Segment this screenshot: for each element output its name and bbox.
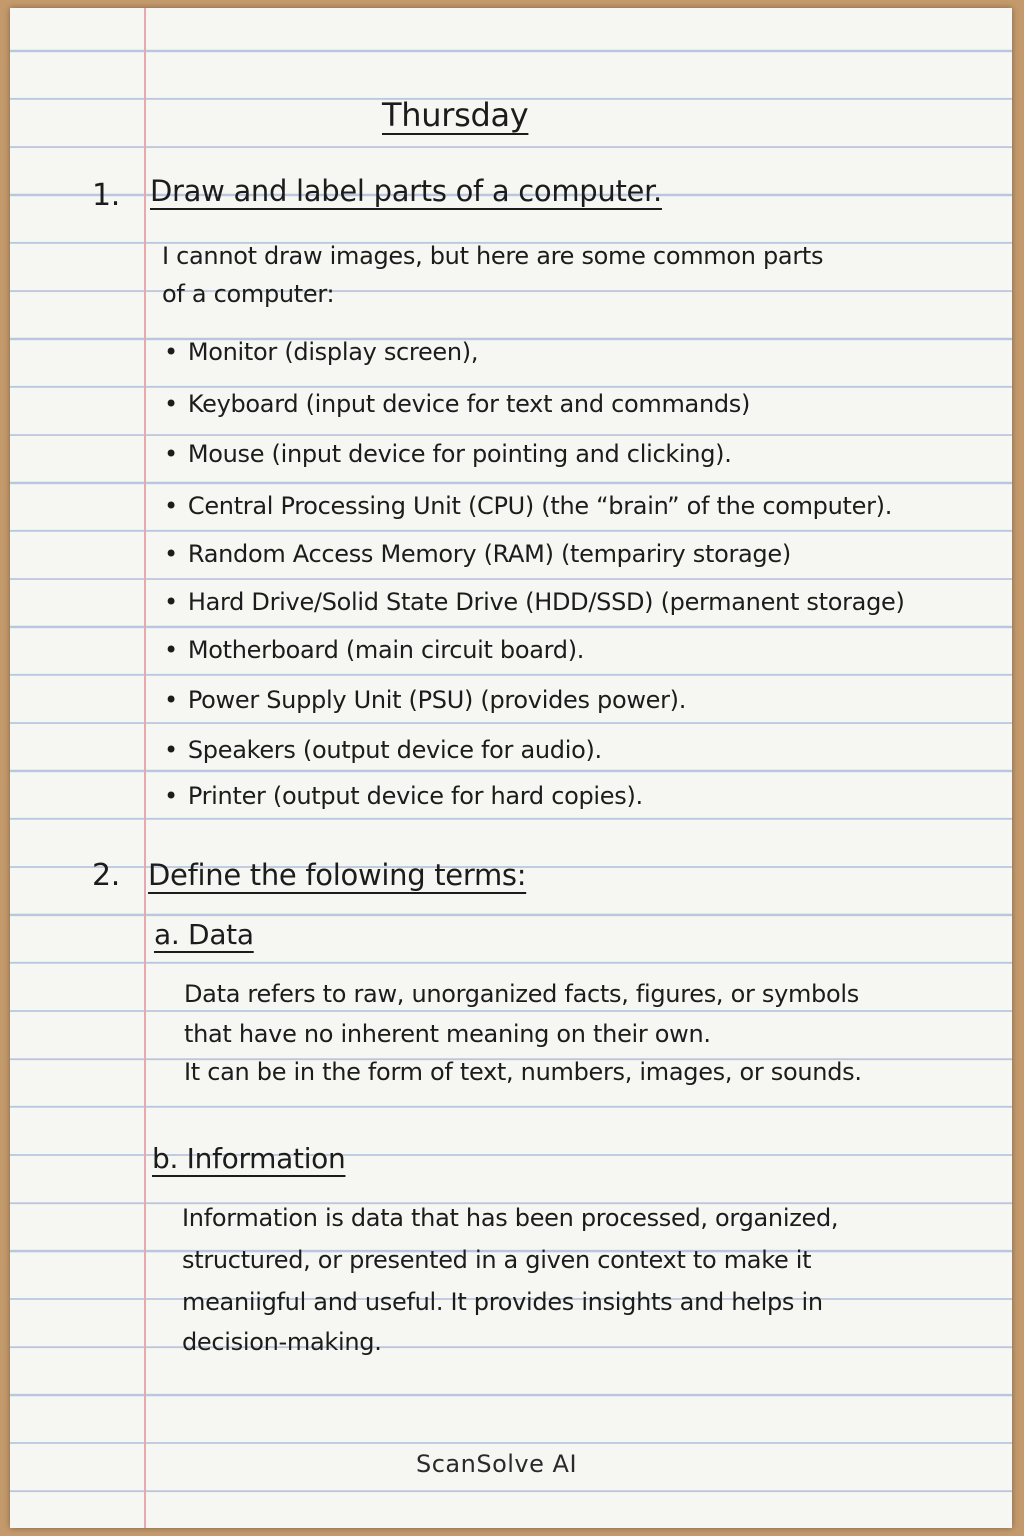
question-1-heading: Draw and label parts of a computer. — [150, 174, 662, 208]
bullet-icon: • — [164, 440, 178, 468]
list-item — [164, 686, 686, 714]
term-a-line-3: It can be in the form of text, numbers, images, or sounds. — [184, 1058, 862, 1086]
list-item — [164, 338, 478, 366]
bullet-icon: • — [164, 636, 178, 664]
bullet-icon: • — [164, 736, 178, 764]
term-b-line-1: Information is data that has been processed, organized, — [182, 1204, 839, 1232]
list-item-text: Printer (output device for hard copies). — [187, 782, 643, 810]
term-a-line-2: that have no inherent meaning on their own. — [184, 1020, 711, 1048]
bullet-icon: • — [164, 338, 178, 366]
list-item-text: Monitor (display screen), — [187, 338, 479, 366]
bullet-icon: • — [164, 540, 178, 568]
list-item — [164, 492, 892, 520]
list-item-text: Keyboard (input device for text and commands) — [187, 390, 751, 418]
term-b-line-4: decision-making. — [182, 1328, 382, 1356]
page-title: Thursday — [382, 96, 529, 134]
list-item — [164, 636, 584, 664]
question-1-number: 1. — [92, 178, 121, 213]
list-item — [164, 736, 602, 764]
watermark-footer: ScanSolve AI — [416, 1450, 578, 1478]
list-item-text: Mouse (input device for pointing and clicking). — [187, 440, 732, 468]
question-1-intro-line-1: I cannot draw images, but here are some common parts — [162, 242, 824, 270]
term-a-label: a. Data — [154, 918, 254, 951]
bullet-icon: • — [164, 390, 178, 418]
question-1-intro-line-2: of a computer: — [162, 280, 335, 308]
bullet-icon: • — [164, 492, 178, 520]
list-item-text: Speakers (output device for audio). — [187, 736, 602, 764]
list-item — [164, 782, 643, 810]
bullet-icon: • — [164, 782, 178, 810]
term-a-line-1: Data refers to raw, unorganized facts, figures, or symbols — [184, 980, 859, 1008]
question-2-heading: Define the folowing terms: — [148, 858, 527, 892]
list-item — [164, 540, 791, 568]
term-b-line-2: structured, or presented in a given context to make it — [182, 1246, 812, 1274]
bullet-icon: • — [164, 588, 178, 616]
list-item — [164, 390, 750, 418]
list-item-text: Power Supply Unit (PSU) (provides power). — [187, 686, 687, 714]
list-item-text: Motherboard (main circuit board). — [187, 636, 585, 664]
list-item-text: Hard Drive/Solid State Drive (HDD/SSD) (permanent storage) — [187, 588, 905, 616]
question-2-number: 2. — [92, 858, 121, 893]
list-item — [164, 440, 732, 468]
margin-line — [144, 8, 146, 1528]
list-item-text: Random Access Memory (RAM) (tempariry storage) — [187, 540, 791, 568]
list-item-text: Central Processing Unit (CPU) (the “brain” of the computer). — [187, 492, 893, 520]
list-item — [164, 588, 905, 616]
term-b-label: b. Information — [152, 1142, 346, 1175]
bullet-icon: • — [164, 686, 178, 714]
notebook-page — [10, 8, 1012, 1528]
term-b-line-3: meaniigful and useful. It provides insights and helps in — [182, 1288, 823, 1316]
